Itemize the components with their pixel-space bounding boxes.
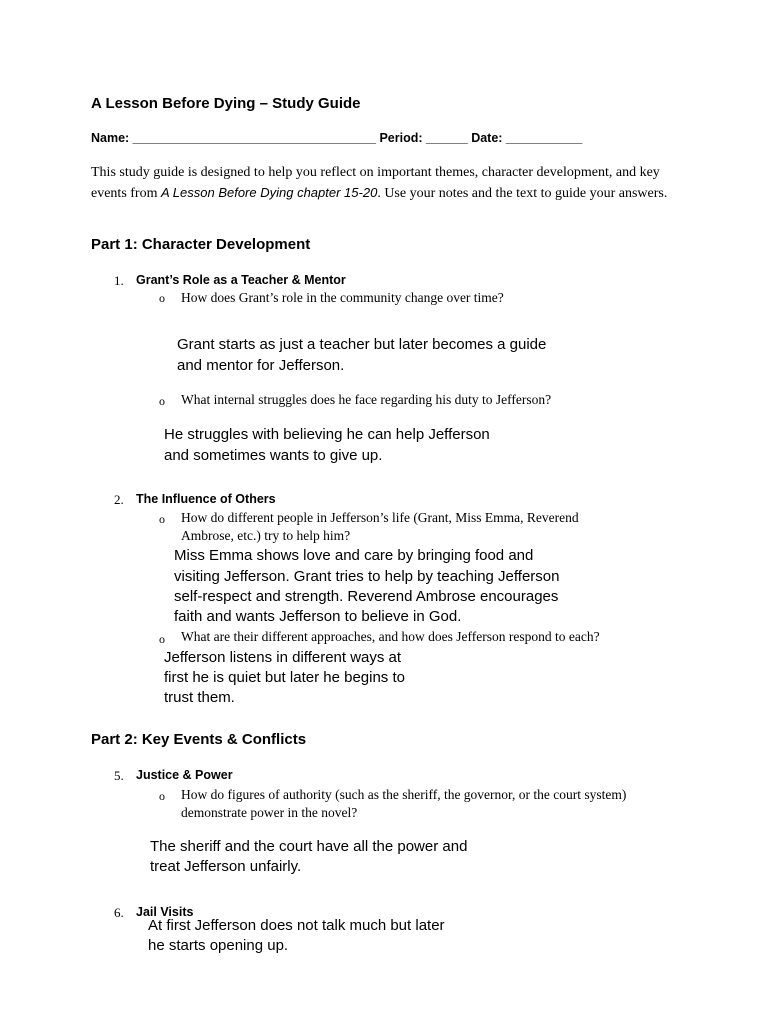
q5-question-line1: How do figures of authority (such as the sheriff, the governor, or the court system): [181, 787, 627, 802]
q5-answer-line1: The sheriff and the court have all the power and: [150, 838, 468, 855]
q2-sub1-answer-line3: self-respect and strength. Reverend Ambrose encourages: [174, 588, 559, 605]
q6-answer-line2: he starts opening up.: [148, 937, 289, 954]
q1-sub1-answer-line2: and mentor for Jefferson.: [177, 357, 345, 374]
q2-sub1-answer-line1: Miss Emma shows love and care by bringing food and: [174, 547, 534, 564]
intro-tail: . Use your notes and the text to guide your answers.: [377, 186, 668, 201]
q1-title: Grant’s Role as a Teacher & Mentor: [136, 273, 346, 287]
bullet-icon: o: [159, 291, 165, 305]
q6-number: 6.: [114, 905, 124, 920]
q1-sub2-answer-line1: He struggles with believing he can help Jefferson: [164, 426, 490, 443]
q2-sub2-answer-line1: Jefferson listens in different ways at: [164, 649, 402, 666]
bullet-icon: o: [159, 394, 165, 408]
bullet-icon: o: [159, 512, 165, 526]
q6-answer-line1: At first Jefferson does not talk much but later: [148, 917, 445, 934]
q1-number: 1.: [114, 273, 124, 288]
intro-paragraph: [91, 163, 691, 204]
part2-heading: Part 2: Key Events & Conflicts: [91, 731, 307, 748]
q1-sub2-answer-line2: and sometimes wants to give up.: [164, 447, 383, 464]
bullet-icon: o: [159, 789, 165, 803]
q2-title: The Influence of Others: [136, 492, 276, 506]
q6-title: Jail Visits: [136, 905, 194, 919]
q1-sub1-answer-line1: Grant starts as just a teacher but later becomes a guide: [177, 336, 547, 353]
q2-sub2-answer-line2: first he is quiet but later he begins to: [164, 669, 405, 686]
q1-sub1-question: How does Grant’s role in the community change over time?: [181, 290, 504, 305]
q2-sub2-answer-line3: trust them.: [164, 689, 235, 706]
q5-title: Justice & Power: [136, 768, 233, 782]
part1-heading: Part 1: Character Development: [91, 236, 311, 253]
q2-sub1-answer-line4: faith and wants Jefferson to believe in God.: [174, 608, 462, 625]
q5-question-line2: demonstrate power in the novel?: [181, 805, 358, 820]
q1-sub2-question: What internal struggles does he face regarding his duty to Jefferson?: [181, 392, 552, 407]
q2-number: 2.: [114, 492, 124, 507]
q5-number: 5.: [114, 768, 124, 783]
q2-sub1-answer-line2: visiting Jefferson. Grant tries to help by teaching Jefferson: [174, 568, 560, 585]
q5-answer-line2: treat Jefferson unfairly.: [150, 858, 302, 875]
q2-sub1-question-line1: How do different people in Jefferson’s life (Grant, Miss Emma, Reverend: [181, 510, 579, 525]
name-period-date-line: Name: ___________________________________ Period: ______ Date: ___________: [91, 131, 583, 145]
intro-book-title: A Lesson Before Dying chapter 15-20: [160, 185, 378, 200]
q2-sub1-question-line2: Ambrose, etc.) try to help him?: [181, 528, 351, 543]
bullet-icon: o: [159, 632, 165, 646]
document-title: A Lesson Before Dying – Study Guide: [91, 95, 361, 112]
q2-sub2-question: What are their different approaches, and how does Jefferson respond to each?: [181, 629, 600, 644]
intro-lead: This study guide is designed to help you reflect on important themes, character development, and key events from: [91, 165, 660, 201]
